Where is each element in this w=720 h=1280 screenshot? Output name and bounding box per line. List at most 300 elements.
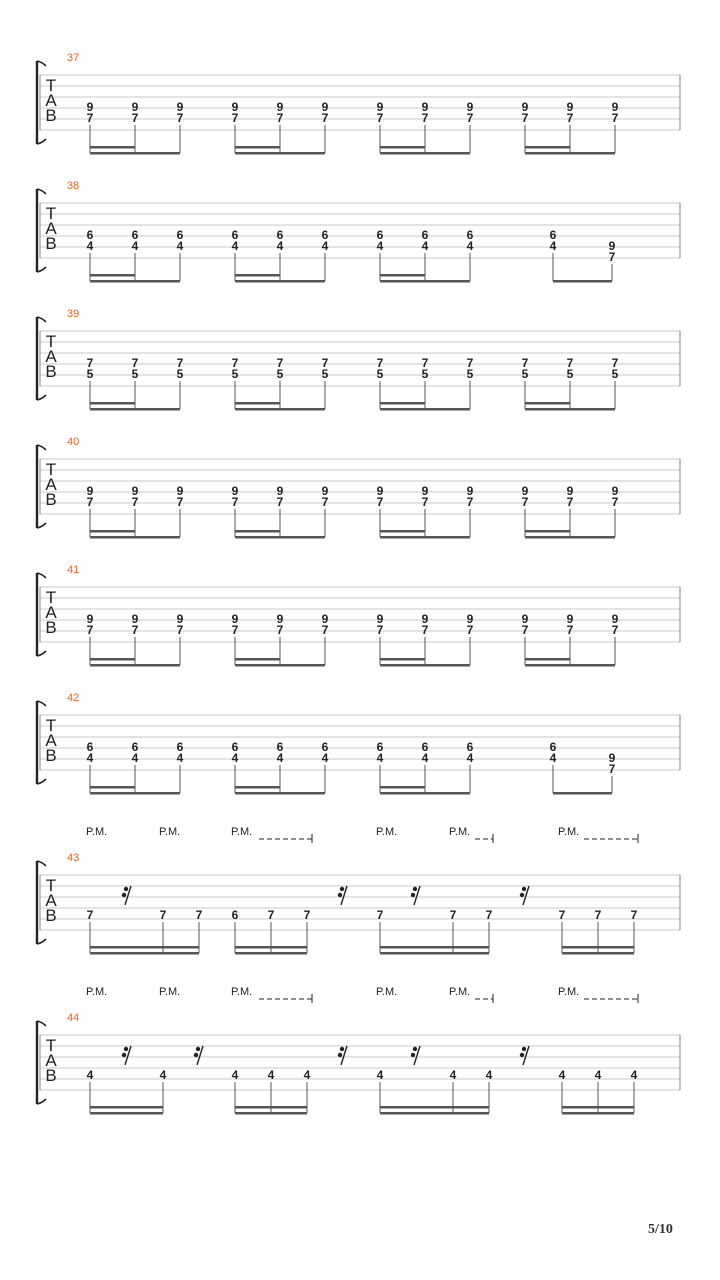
fret-number: 6 xyxy=(376,228,384,242)
sixteenth-rest-dot xyxy=(413,1047,417,1051)
fret-number: 5 xyxy=(566,367,574,381)
beam-secondary xyxy=(235,1112,307,1115)
fret-number: 4 xyxy=(376,751,384,765)
fret-number: 9 xyxy=(521,100,529,114)
beam xyxy=(380,408,470,411)
fret-number: 4 xyxy=(231,1068,239,1082)
fret-number: 7 xyxy=(521,356,529,370)
bracket-bottom-hook xyxy=(37,651,46,656)
sixteenth-rest-dot xyxy=(122,893,126,897)
beam-secondary xyxy=(90,274,135,277)
palm-mute-label: P.M. xyxy=(86,826,108,838)
fret-number: 4 xyxy=(485,1068,493,1082)
fret-number: 7 xyxy=(376,623,384,637)
beam-secondary xyxy=(90,146,135,149)
fret-number: 7 xyxy=(131,495,139,509)
tab-clef-letter: A xyxy=(45,891,57,910)
beam xyxy=(90,280,180,283)
sixteenth-rest-dot xyxy=(522,1047,526,1051)
fret-number: 4 xyxy=(558,1068,566,1082)
beam xyxy=(562,1106,634,1109)
beam xyxy=(553,280,612,283)
beam xyxy=(235,152,325,155)
beam-secondary xyxy=(380,530,425,533)
tab-clef-letter: T xyxy=(45,76,57,95)
fret-number: 9 xyxy=(421,484,429,498)
fret-number: 4 xyxy=(321,751,329,765)
tab-clef-letter: T xyxy=(45,876,57,895)
beam-secondary xyxy=(90,658,135,661)
fret-number: 6 xyxy=(231,228,239,242)
fret-number: 4 xyxy=(466,239,474,253)
fret-number: 7 xyxy=(608,250,616,264)
fret-number: 6 xyxy=(276,740,284,754)
fret-number: 6 xyxy=(231,908,239,922)
fret-number: 9 xyxy=(566,484,574,498)
fret-number: 4 xyxy=(86,239,94,253)
fret-number: 9 xyxy=(466,100,474,114)
fret-number: 7 xyxy=(376,908,384,922)
beam-secondary xyxy=(380,1112,489,1115)
fret-number: 7 xyxy=(231,623,239,637)
palm-mute-label: P.M. xyxy=(558,986,580,998)
beam xyxy=(235,792,325,795)
fret-number: 4 xyxy=(466,751,474,765)
fret-number: 6 xyxy=(549,228,557,242)
fret-number: 7 xyxy=(376,111,384,125)
beam xyxy=(90,792,180,795)
fret-number: 6 xyxy=(421,740,429,754)
beam-secondary xyxy=(235,402,280,405)
fret-number: 7 xyxy=(558,908,566,922)
fret-number: 7 xyxy=(321,623,329,637)
beam xyxy=(380,946,489,949)
fret-number: 9 xyxy=(321,100,329,114)
fret-number: 4 xyxy=(594,1068,602,1082)
bracket-bottom-hook xyxy=(37,779,46,784)
measure-number: 44 xyxy=(67,1012,80,1024)
fret-number: 9 xyxy=(86,100,94,114)
fret-number: 7 xyxy=(131,111,139,125)
tab-clef-letter: A xyxy=(45,731,57,750)
fret-number: 9 xyxy=(466,484,474,498)
fret-number: 6 xyxy=(321,228,329,242)
fret-number: 6 xyxy=(466,740,474,754)
measure-number: 43 xyxy=(67,852,80,864)
sixteenth-rest-dot xyxy=(338,1053,342,1057)
fret-number: 9 xyxy=(521,484,529,498)
sixteenth-rest-dot xyxy=(122,1053,126,1057)
beam xyxy=(90,408,180,411)
sixteenth-rest-dot xyxy=(338,893,342,897)
beam xyxy=(90,152,180,155)
fret-number: 5 xyxy=(231,367,239,381)
fret-number: 9 xyxy=(276,100,284,114)
fret-number: 9 xyxy=(86,484,94,498)
beam xyxy=(380,792,470,795)
tab-clef-letter: B xyxy=(45,106,57,125)
fret-number: 6 xyxy=(176,228,184,242)
tab-clef-letter: T xyxy=(45,588,57,607)
fret-number: 7 xyxy=(231,495,239,509)
fret-number: 9 xyxy=(276,612,284,626)
fret-number: 4 xyxy=(131,751,139,765)
fret-number: 5 xyxy=(466,367,474,381)
fret-number: 4 xyxy=(276,751,284,765)
fret-number: 9 xyxy=(131,100,139,114)
bracket-top-hook xyxy=(37,189,46,194)
beam xyxy=(235,536,325,539)
page-number: 5/10 xyxy=(648,1222,673,1237)
fret-number: 4 xyxy=(630,1068,638,1082)
bracket-top-hook xyxy=(37,701,46,706)
fret-number: 4 xyxy=(321,239,329,253)
tab-clef-letter: A xyxy=(45,219,57,238)
fret-number: 7 xyxy=(521,623,529,637)
beam-secondary xyxy=(380,146,425,149)
fret-number: 7 xyxy=(466,623,474,637)
beam xyxy=(525,536,615,539)
fret-number: 9 xyxy=(176,100,184,114)
tab-clef-letter: B xyxy=(45,746,57,765)
fret-number: 7 xyxy=(176,495,184,509)
fret-number: 7 xyxy=(521,111,529,125)
fret-number: 7 xyxy=(276,623,284,637)
bracket-bottom-hook xyxy=(37,939,46,944)
measure-number: 41 xyxy=(67,564,80,576)
measure-number: 37 xyxy=(67,52,80,64)
beam xyxy=(380,280,470,283)
tab-clef-letter: T xyxy=(45,332,57,351)
fret-number: 9 xyxy=(231,100,239,114)
fret-number: 7 xyxy=(449,908,457,922)
bracket-top-hook xyxy=(37,1021,46,1026)
fret-number: 9 xyxy=(321,484,329,498)
beam-secondary xyxy=(380,658,425,661)
tab-clef-letter: B xyxy=(45,362,57,381)
tab-clef-letter: A xyxy=(45,1051,57,1070)
fret-number: 7 xyxy=(86,495,94,509)
sixteenth-rest-dot xyxy=(413,887,417,891)
tab-clef-letter: B xyxy=(45,906,57,925)
beam-secondary xyxy=(380,402,425,405)
tab-clef-letter: T xyxy=(45,1036,57,1055)
tab-clef-letter: T xyxy=(45,204,57,223)
fret-number: 7 xyxy=(267,908,275,922)
fret-number: 9 xyxy=(231,612,239,626)
fret-number: 7 xyxy=(86,623,94,637)
fret-number: 4 xyxy=(86,1068,94,1082)
fret-number: 7 xyxy=(611,111,619,125)
beam xyxy=(90,1106,163,1109)
fret-number: 7 xyxy=(86,356,94,370)
beam xyxy=(525,408,615,411)
fret-number: 4 xyxy=(276,239,284,253)
fret-number: 7 xyxy=(86,908,94,922)
tab-clef-letter: A xyxy=(45,475,57,494)
beam-secondary xyxy=(380,786,425,789)
fret-number: 6 xyxy=(231,740,239,754)
bracket-top-hook xyxy=(37,61,46,66)
tab-clef-letter: A xyxy=(45,347,57,366)
fret-number: 9 xyxy=(276,484,284,498)
fret-number: 7 xyxy=(376,356,384,370)
fret-number: 6 xyxy=(376,740,384,754)
fret-number: 7 xyxy=(276,356,284,370)
fret-number: 9 xyxy=(376,612,384,626)
fret-number: 9 xyxy=(176,612,184,626)
fret-number: 6 xyxy=(86,228,94,242)
fret-number: 4 xyxy=(421,751,429,765)
fret-number: 6 xyxy=(131,740,139,754)
beam-secondary xyxy=(90,1112,163,1115)
fret-number: 4 xyxy=(231,239,239,253)
fret-number: 7 xyxy=(231,111,239,125)
measure-number: 40 xyxy=(67,436,80,448)
palm-mute-label: P.M. xyxy=(376,986,398,998)
tab-clef-letter: B xyxy=(45,234,57,253)
fret-number: 4 xyxy=(86,751,94,765)
fret-number: 7 xyxy=(376,495,384,509)
tab-clef-letter: T xyxy=(45,716,57,735)
beam xyxy=(90,664,180,667)
sixteenth-rest-dot xyxy=(522,887,526,891)
beam-secondary xyxy=(90,952,199,955)
fret-number: 4 xyxy=(303,1068,311,1082)
beam xyxy=(553,792,612,795)
fret-number: 9 xyxy=(321,612,329,626)
fret-number: 9 xyxy=(421,612,429,626)
fret-number: 9 xyxy=(376,100,384,114)
fret-number: 5 xyxy=(611,367,619,381)
sixteenth-rest-dot xyxy=(411,893,415,897)
bracket-bottom-hook xyxy=(37,267,46,272)
fret-number: 7 xyxy=(594,908,602,922)
beam xyxy=(380,664,470,667)
sixteenth-rest-dot xyxy=(520,1053,524,1057)
fret-number: 7 xyxy=(276,495,284,509)
fret-number: 9 xyxy=(608,239,616,253)
palm-mute-label: P.M. xyxy=(558,826,580,838)
fret-number: 9 xyxy=(466,612,474,626)
palm-mute-label: P.M. xyxy=(86,986,108,998)
fret-number: 6 xyxy=(176,740,184,754)
fret-number: 7 xyxy=(466,356,474,370)
fret-number: 5 xyxy=(521,367,529,381)
beam xyxy=(90,536,180,539)
fret-number: 9 xyxy=(131,612,139,626)
beam xyxy=(235,1106,307,1109)
palm-mute-label: P.M. xyxy=(376,826,398,838)
fret-number: 9 xyxy=(566,100,574,114)
fret-number: 7 xyxy=(231,356,239,370)
fret-number: 4 xyxy=(549,239,557,253)
palm-mute-label: P.M. xyxy=(231,826,253,838)
fret-number: 7 xyxy=(466,495,474,509)
beam xyxy=(235,280,325,283)
fret-number: 6 xyxy=(549,740,557,754)
fret-number: 7 xyxy=(321,356,329,370)
fret-number: 4 xyxy=(549,751,557,765)
fret-number: 4 xyxy=(376,239,384,253)
beam-secondary xyxy=(90,530,135,533)
fret-number: 6 xyxy=(466,228,474,242)
fret-number: 7 xyxy=(421,623,429,637)
beam-secondary xyxy=(525,530,570,533)
sixteenth-rest-dot xyxy=(194,1053,198,1057)
fret-number: 6 xyxy=(276,228,284,242)
beam xyxy=(525,152,615,155)
beam-secondary xyxy=(562,1112,634,1115)
beam xyxy=(380,536,470,539)
fret-number: 4 xyxy=(159,1068,167,1082)
fret-number: 9 xyxy=(231,484,239,498)
sixteenth-rest-dot xyxy=(411,1053,415,1057)
fret-number: 7 xyxy=(521,495,529,509)
beam-secondary xyxy=(235,658,280,661)
bracket-bottom-hook xyxy=(37,395,46,400)
fret-number: 4 xyxy=(131,239,139,253)
fret-number: 5 xyxy=(421,367,429,381)
fret-number: 5 xyxy=(321,367,329,381)
fret-number: 7 xyxy=(611,623,619,637)
fret-number: 7 xyxy=(485,908,493,922)
beam-secondary xyxy=(380,274,425,277)
measure-number: 42 xyxy=(67,692,80,704)
fret-number: 5 xyxy=(131,367,139,381)
fret-number: 7 xyxy=(321,495,329,509)
fret-number: 7 xyxy=(131,356,139,370)
beam xyxy=(235,946,307,949)
beam xyxy=(525,664,615,667)
fret-number: 7 xyxy=(176,111,184,125)
beam-secondary xyxy=(525,402,570,405)
fret-number: 7 xyxy=(276,111,284,125)
fret-number: 9 xyxy=(608,751,616,765)
sixteenth-rest-dot xyxy=(124,1047,128,1051)
tab-clef-letter: B xyxy=(45,1066,57,1085)
tab-clef-letter: A xyxy=(45,91,57,110)
beam xyxy=(235,664,325,667)
fret-number: 6 xyxy=(421,228,429,242)
beam xyxy=(90,946,199,949)
fret-number: 5 xyxy=(176,367,184,381)
sixteenth-rest-dot xyxy=(124,887,128,891)
palm-mute-label: P.M. xyxy=(159,986,181,998)
fret-number: 6 xyxy=(321,740,329,754)
fret-number: 9 xyxy=(86,612,94,626)
fret-number: 7 xyxy=(176,623,184,637)
tab-clef-letter: A xyxy=(45,603,57,622)
fret-number: 5 xyxy=(86,367,94,381)
fret-number: 7 xyxy=(566,356,574,370)
palm-mute-label: P.M. xyxy=(231,986,253,998)
fret-number: 5 xyxy=(276,367,284,381)
fret-number: 9 xyxy=(376,484,384,498)
fret-number: 9 xyxy=(521,612,529,626)
fret-number: 5 xyxy=(376,367,384,381)
beam-secondary xyxy=(235,146,280,149)
beam-secondary xyxy=(562,952,634,955)
fret-number: 9 xyxy=(176,484,184,498)
fret-number: 7 xyxy=(630,908,638,922)
fret-number: 9 xyxy=(611,484,619,498)
fret-number: 7 xyxy=(421,495,429,509)
bracket-top-hook xyxy=(37,317,46,322)
beam-secondary xyxy=(380,952,489,955)
fret-number: 6 xyxy=(86,740,94,754)
bracket-bottom-hook xyxy=(37,523,46,528)
fret-number: 7 xyxy=(86,111,94,125)
fret-number: 9 xyxy=(566,612,574,626)
fret-number: 7 xyxy=(566,623,574,637)
fret-number: 4 xyxy=(421,239,429,253)
beam-secondary xyxy=(235,530,280,533)
fret-number: 9 xyxy=(421,100,429,114)
beam-secondary xyxy=(525,146,570,149)
fret-number: 7 xyxy=(159,908,167,922)
bracket-bottom-hook xyxy=(37,139,46,144)
measure-number: 38 xyxy=(67,180,80,192)
palm-mute-label: P.M. xyxy=(449,986,471,998)
bracket-top-hook xyxy=(37,573,46,578)
beam xyxy=(235,408,325,411)
tab-clef-letter: T xyxy=(45,460,57,479)
tab-clef-letter: B xyxy=(45,490,57,509)
fret-number: 7 xyxy=(608,762,616,776)
fret-number: 7 xyxy=(176,356,184,370)
bracket-top-hook xyxy=(37,445,46,450)
palm-mute-label: P.M. xyxy=(449,826,471,838)
fret-number: 7 xyxy=(566,111,574,125)
fret-number: 4 xyxy=(267,1068,275,1082)
palm-mute-label: P.M. xyxy=(159,826,181,838)
beam-secondary xyxy=(235,952,307,955)
beam xyxy=(380,1106,489,1109)
beam-secondary xyxy=(525,658,570,661)
fret-number: 9 xyxy=(131,484,139,498)
beam-secondary xyxy=(90,402,135,405)
measure-number: 39 xyxy=(67,308,80,320)
fret-number: 7 xyxy=(566,495,574,509)
fret-number: 7 xyxy=(321,111,329,125)
beam xyxy=(562,946,634,949)
fret-number: 4 xyxy=(231,751,239,765)
beam xyxy=(380,152,470,155)
bracket-top-hook xyxy=(37,861,46,866)
fret-number: 7 xyxy=(303,908,311,922)
fret-number: 7 xyxy=(421,356,429,370)
fret-number: 4 xyxy=(176,751,184,765)
beam-secondary xyxy=(235,786,280,789)
fret-number: 9 xyxy=(611,100,619,114)
beam-secondary xyxy=(90,786,135,789)
beam-secondary xyxy=(235,274,280,277)
sixteenth-rest-dot xyxy=(340,1047,344,1051)
fret-number: 7 xyxy=(195,908,203,922)
fret-number: 4 xyxy=(176,239,184,253)
fret-number: 7 xyxy=(131,623,139,637)
fret-number: 7 xyxy=(421,111,429,125)
fret-number: 4 xyxy=(376,1068,384,1082)
fret-number: 4 xyxy=(449,1068,457,1082)
sixteenth-rest-dot xyxy=(196,1047,200,1051)
sixteenth-rest-dot xyxy=(520,893,524,897)
fret-number: 7 xyxy=(466,111,474,125)
tab-clef-letter: B xyxy=(45,618,57,637)
fret-number: 9 xyxy=(611,612,619,626)
fret-number: 6 xyxy=(131,228,139,242)
